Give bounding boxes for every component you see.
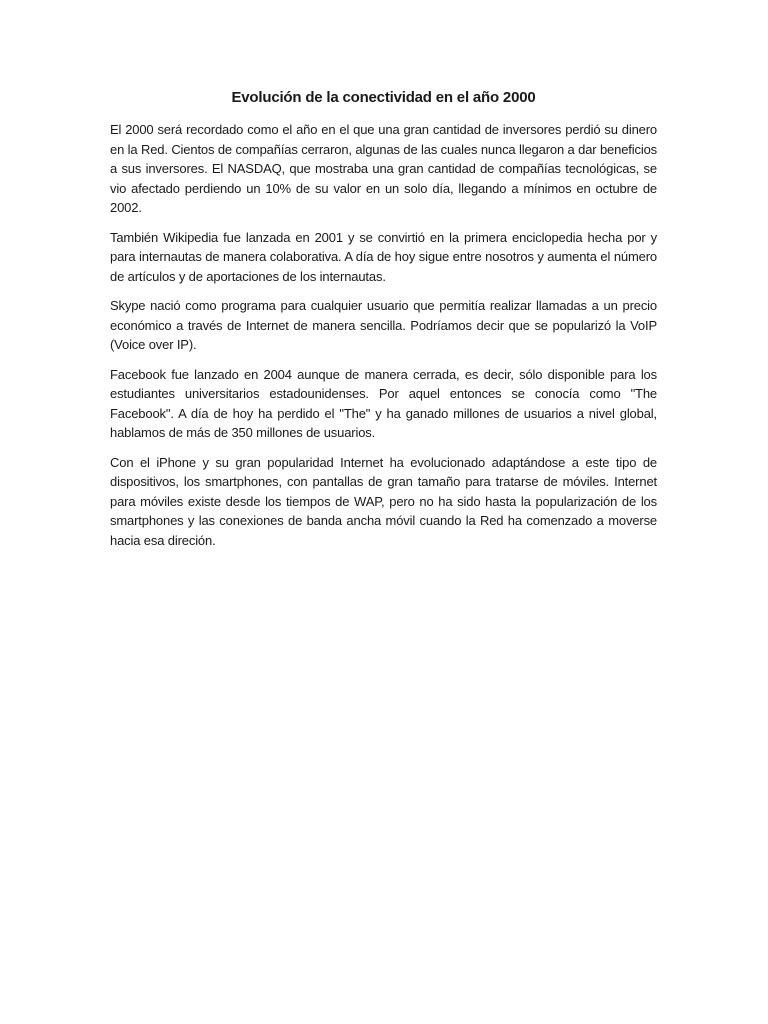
paragraph-wikipedia: También Wikipedia fue lanzada en 2001 y se convirtió en la primera enciclopedia hecha por y para internautas de manera colaborativa. A día de hoy sigue entre nosotros y aumenta el número de artículos y de aportaciones de los internautas. xyxy=(110,229,657,284)
document-title: Evolución de la conectividad en el año 2000 xyxy=(231,89,536,106)
paragraph-facebook: Facebook fue lanzado en 2004 aunque de manera cerrada, es decir, sólo disponible para los estudiantes universitarios estadounidenses. Por aquel entonces se conocía como "The Facebook". A día de hoy ha perdido el "The" y ha ganado millones de usuarios a nivel global, hablamos de más de 350 millones de usuarios. xyxy=(110,366,657,440)
paragraph-skype: Skype nació como programa para cualquier usuario que permitía realizar llamadas a un precio económico a través de Internet de manera sencilla. Podríamos decir que se popularizó la VoIP (Voice over IP). xyxy=(110,298,657,352)
paragraph-dotcom-crash: El 2000 será recordado como el año en el que una gran cantidad de inversores perdió su dinero en la Red. Cientos de compañías cerraron, algunas de las cuales nunca llegaron a dar beneficios a sus inversores. El NASDAQ, que mostraba una gran cantidad de compañías tecnológicas, se vio afectado perdiendo un 10% de su valor en un solo día, llegando a mínimos en octubre de 2002. xyxy=(110,122,657,215)
document-page xyxy=(110,86,657,560)
paragraph-iphone: Con el iPhone y su gran popularidad Internet ha evolucionado adaptándose a este tipo de dispositivos, los smartphones, con pantallas de gran tamaño para tratarse de móviles. Internet para móviles existe desde los tiempos de WAP, pero no ha sido hasta la popularización de los smartphones y las conexiones de banda ancha móvil cuando la Red ha comenzado a moverse hacia esa direción. xyxy=(110,454,657,548)
